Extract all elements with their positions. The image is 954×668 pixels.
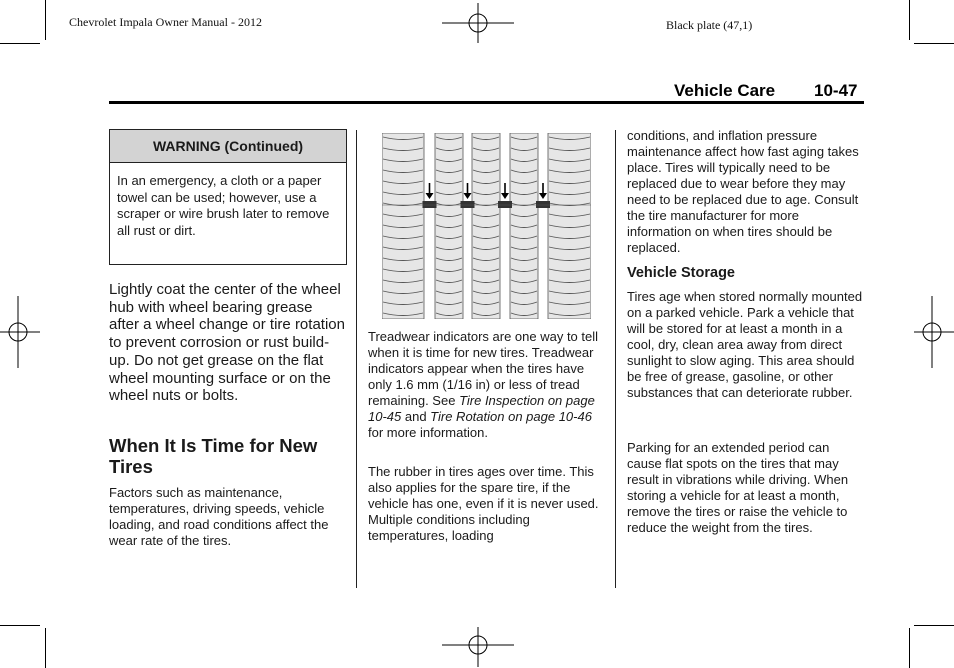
wear-factors-paragraph: Factors such as maintenance, temperatures, driving speeds, vehicle loading, and road conditions affect the wear rate of the tires. [109,485,329,548]
arrow-down-icon [426,193,434,199]
tire-inspection-link[interactable]: Tire Inspection on page 10-45 [368,393,595,424]
header-rule [109,101,864,104]
warning-heading: WARNING (Continued) [110,130,346,163]
treadwear-indicator-bar [536,201,550,208]
plate-info: Black plate (47,1) [666,18,753,32]
treadwear-paragraph [368,329,608,441]
section-heading: When It Is Time for New Tires [109,435,318,477]
registration-mark-icon [442,3,514,43]
registration-mark-icon [914,296,954,368]
crop-mark [914,43,954,44]
crop-mark [909,0,910,40]
rubber-aging-paragraph: The rubber in tires ages over time. This also applies for the spare tire, if the vehicle has one, even if it is never used. Multiple conditions including temperatures, loading [368,464,599,543]
storage-paragraph: Tires age when stored normally mounted on a parked vehicle. Park a vehicle that will be stored for at least a month in a cool, dry, clean area away from direct sunlight to slow aging. This area should be free of grease, gasoline, or other substances that can deteriorate rubber. [627,289,863,400]
tire-rotation-link[interactable]: Tire Rotation on page 10-46 [430,409,592,424]
aging-continued-paragraph: conditions, and inflation pressure maintenance affect how fast aging takes place. Tires will typically need to be replaced due to wear before they may need to be replaced due to age. Consult the tire manufacturer for more information on when tires should be replaced. [627,128,859,255]
crop-mark [0,43,40,44]
treadwear-indicator-bar [423,201,437,208]
column-divider [615,130,616,588]
crop-mark [909,628,910,668]
arrow-down-icon [539,193,547,199]
treadwear-indicator-illustration [382,133,591,319]
crop-mark [914,625,954,626]
treadwear-text: for more information. [368,425,488,440]
warning-text: In an emergency, a cloth or a paper towel can be used; however, use a scraper or wire brush later to remove all rust or dirt. [117,173,330,238]
treadwear-text: Treadwear indicators are one way to tell when it is time for new tires. Treadwear indicators appear when the tires have only 1.6 mm (1/16 in) or less of tread remaining. See [368,329,599,408]
treadwear-text: and [401,409,431,424]
registration-mark-icon [0,296,40,368]
page-number: 10-47 [814,81,858,100]
column-divider [356,130,357,588]
crop-mark [45,628,46,668]
arrow-down-icon [464,193,472,199]
treadwear-indicator-bar [498,201,512,208]
warning-box [109,129,347,265]
crop-mark [0,625,40,626]
vehicle-storage-heading: Vehicle Storage [627,265,735,281]
registration-mark-icon [442,627,514,667]
hub-grease-paragraph: Lightly coat the center of the wheel hub with wheel bearing grease after a wheel change or tire rotation to prevent corrosion or rust build-up. Do not get grease on the flat wheel mounting surface or on the wheel nuts or bolts. [109,281,345,405]
section-title: Vehicle Care [674,81,776,100]
arrow-down-icon [501,193,509,199]
flat-spots-paragraph: Parking for an extended period can cause flat spots on the tires that may result in vibrations while driving. When storing a vehicle for at least a month, remove the tires or raise the vehicle to reduce the weight from the tires. [627,440,849,535]
crop-mark [45,0,46,40]
treadwear-indicator-bar [461,201,475,208]
manual-title: Chevrolet Impala Owner Manual - 2012 [69,15,262,29]
